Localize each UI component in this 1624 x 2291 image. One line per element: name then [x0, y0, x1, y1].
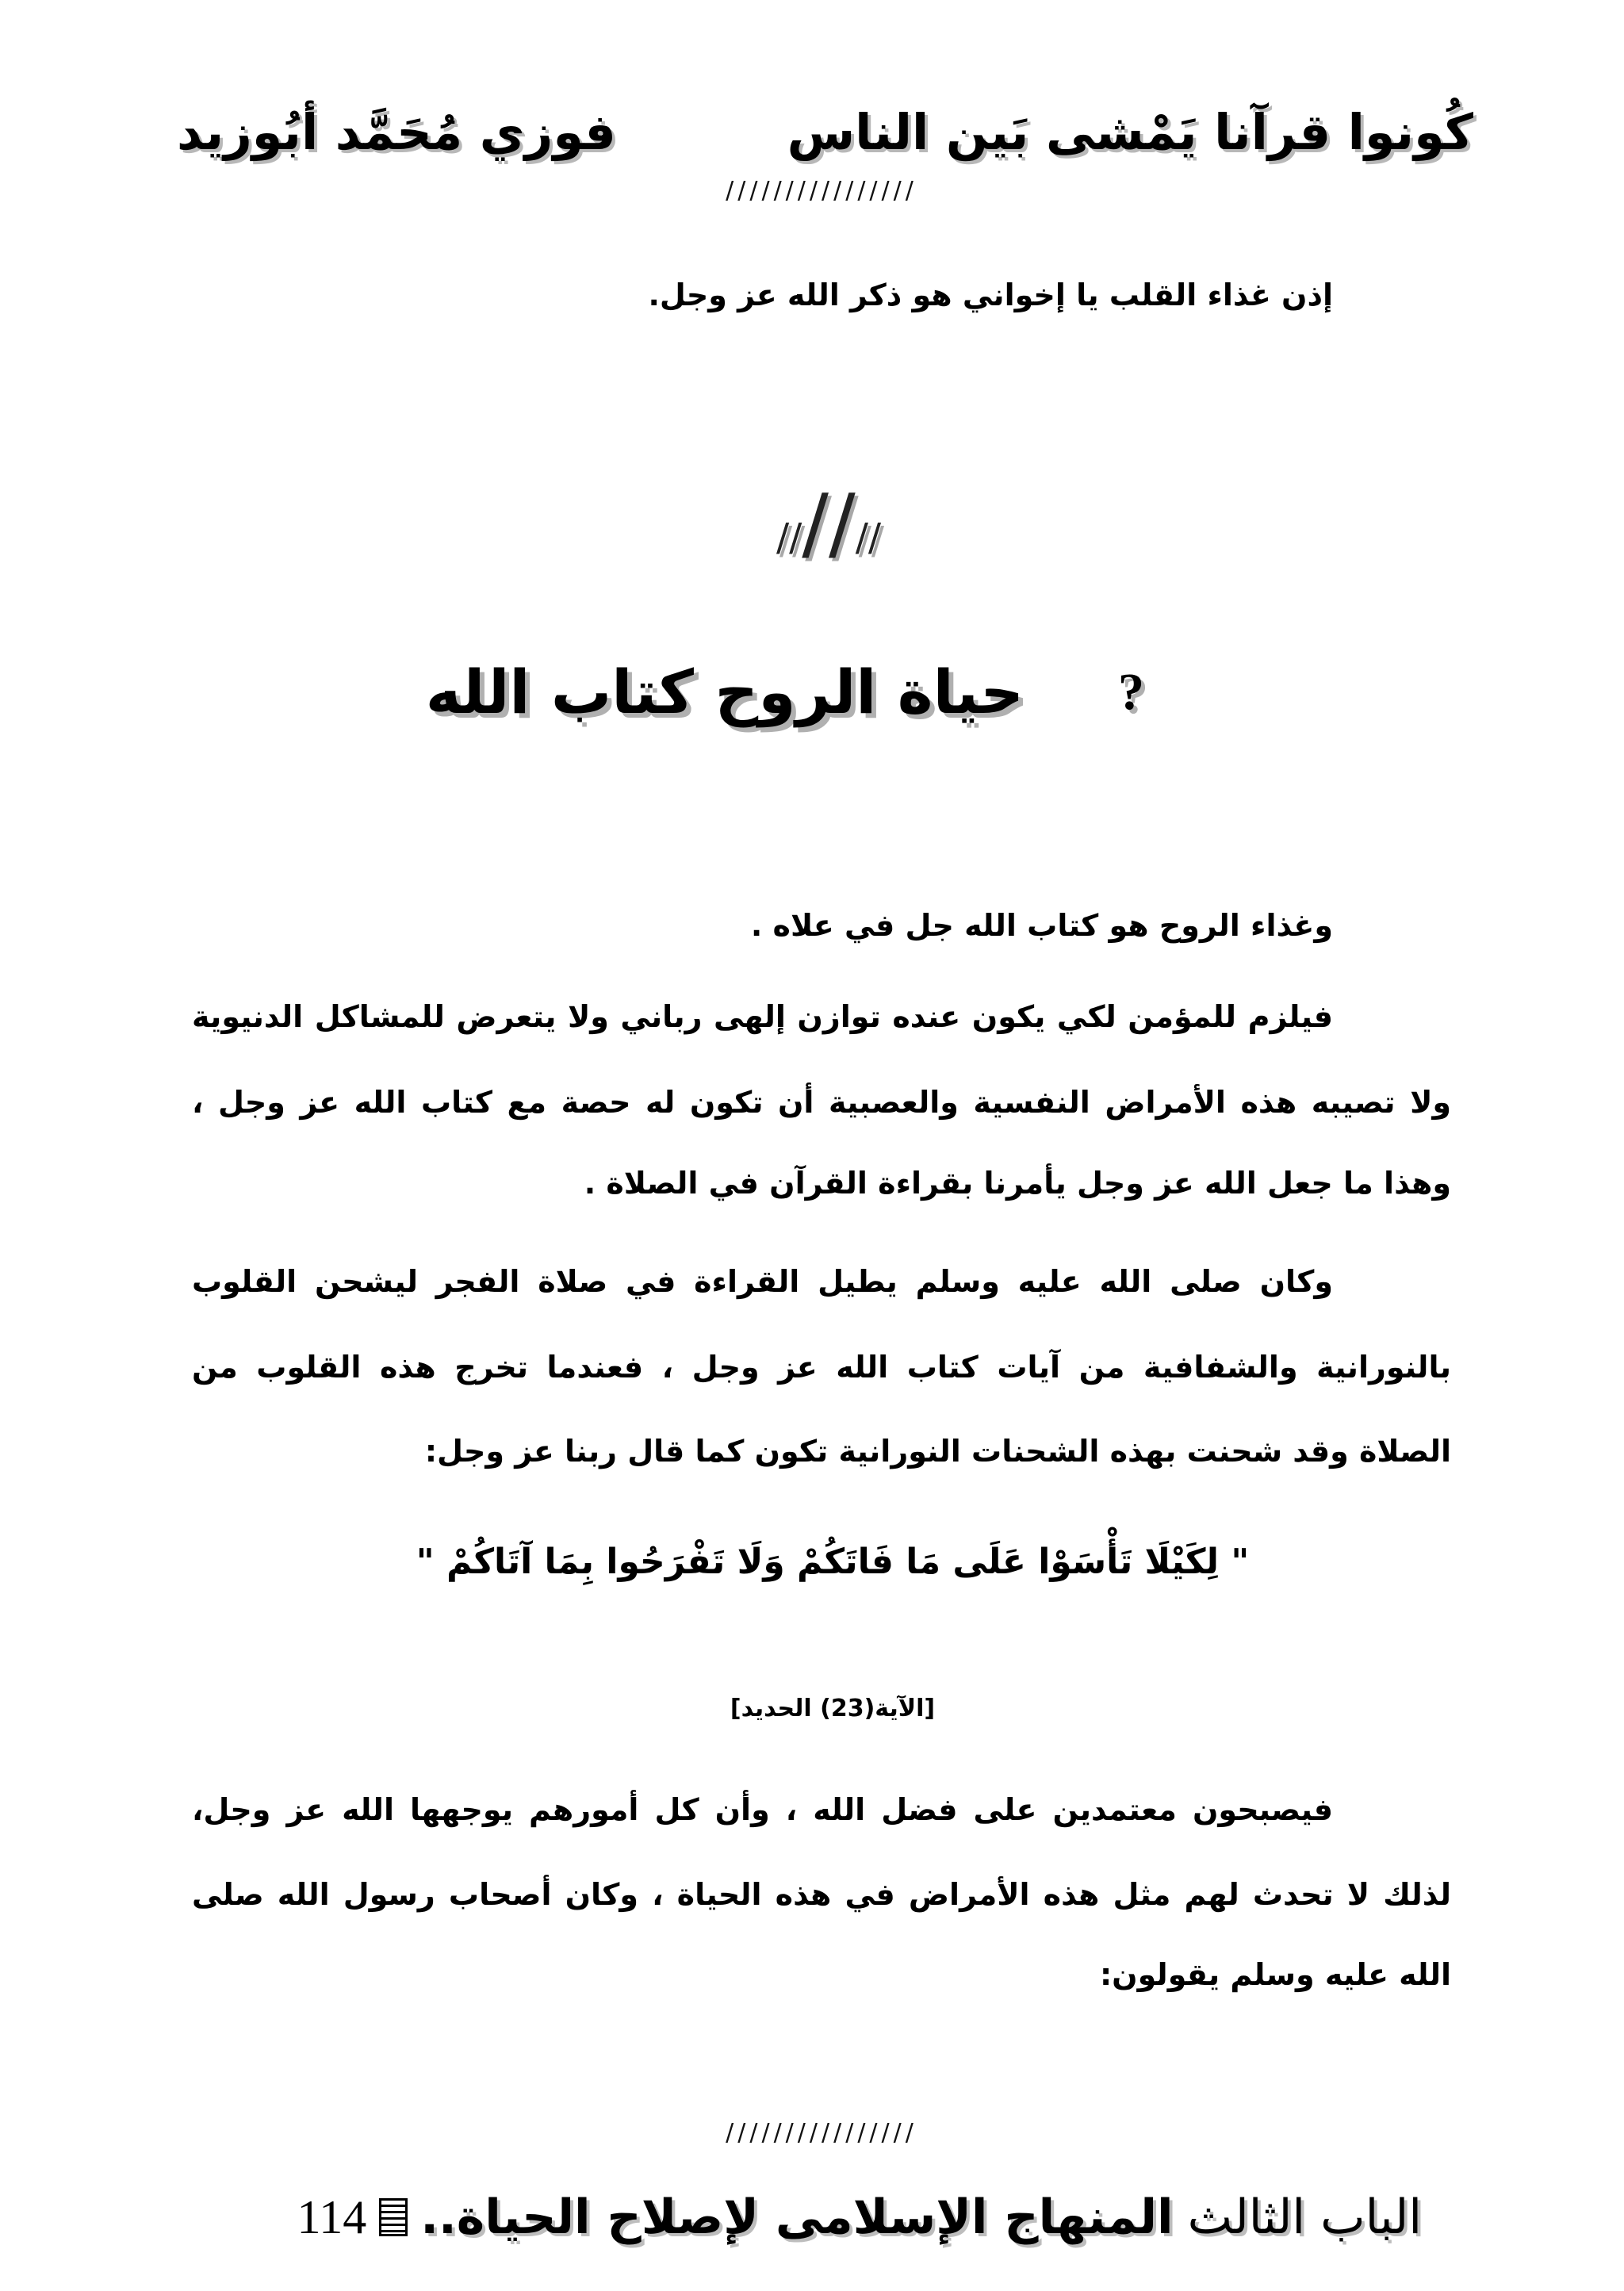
footer-rule: ////////////////: [726, 2119, 917, 2147]
author-name: فوزي مُحَمَّد أبُوزيد: [177, 103, 616, 161]
ornament-center: //: [802, 477, 856, 569]
paragraph-4-line-2: لذلك لا تحدث لهم مثل هذه الأمراض في هذه الحياة ، وكان أصحاب رسول الله صلى: [192, 1877, 1451, 1912]
quran-verse: " لِكَيْلَا تَأْسَوْا عَلَى مَا فَاتَكُمْ وَلَا تَفْرَحُوا بِمَا آتَاكُمْ ": [416, 1542, 1250, 1582]
slash-ornament: [745, 468, 912, 579]
paragraph-1-line-1: وغذاء الروح هو كتاب الله جل في علاه .: [750, 908, 1333, 943]
verse-reference: [الآية(23) الحديد]: [730, 1695, 936, 1722]
running-footer: [297, 2175, 1422, 2255]
intro-line: إذن غذاء القلب يا إخواني هو ذكر الله عز وجل.: [648, 278, 1333, 312]
paragraph-4-line-1: فيصبحون معتمدين على فضل الله ، وأن كل أمورهم يوجهها الله عز وجل،: [192, 1792, 1333, 1827]
ornament-right: //: [855, 515, 882, 560]
box-lines-icon: [379, 2198, 408, 2236]
section-title: حياة الروح كتاب الله: [425, 657, 1024, 727]
page-number: 114: [297, 2191, 367, 2244]
chapter-title: المنهاج الإسلامى لإصلاح الحياة..: [420, 2189, 1174, 2246]
title-question-mark: ?: [1118, 663, 1144, 721]
book-title: كُونوا قرآنا يَمْشى بَين الناس: [787, 103, 1473, 161]
chapter-label: الباب الثالث: [1187, 2189, 1422, 2246]
paragraph-2-line-3: وهذا ما جعل الله عز وجل يأمرنا بقراءة القرآن في الصلاة .: [584, 1166, 1451, 1201]
paragraph-3-line-2: بالنورانية والشفافية من آيات كتاب الله عز وجل ، فعندما تخرج هذه القلوب من: [192, 1350, 1451, 1385]
paragraph-3-line-3: الصلاة وقد شحنت بهذه الشحنات النورانية تكون كما قال ربنا عز وجل:: [424, 1434, 1451, 1469]
paragraph-4-line-3: الله عليه وسلم يقولون:: [1099, 1957, 1451, 1992]
paragraph-2-line-2: ولا تصيبه هذه الأمراض النفسية والعصبية أن تكون له حصة مع كتاب الله عز وجل ،: [192, 1085, 1451, 1120]
paragraph-2-line-1: فيلزم للمؤمن لكي يكون عنده توازن إلهى رباني ولا يتعرض للمشاكل الدنيوية: [192, 999, 1333, 1034]
ornament-left: //: [776, 515, 802, 560]
paragraph-3-line-1: وكان صلى الله عليه وسلم يطيل القراءة في صلاة الفجر ليشحن القلوب: [192, 1264, 1333, 1299]
header-rule: ////////////////: [726, 177, 917, 205]
